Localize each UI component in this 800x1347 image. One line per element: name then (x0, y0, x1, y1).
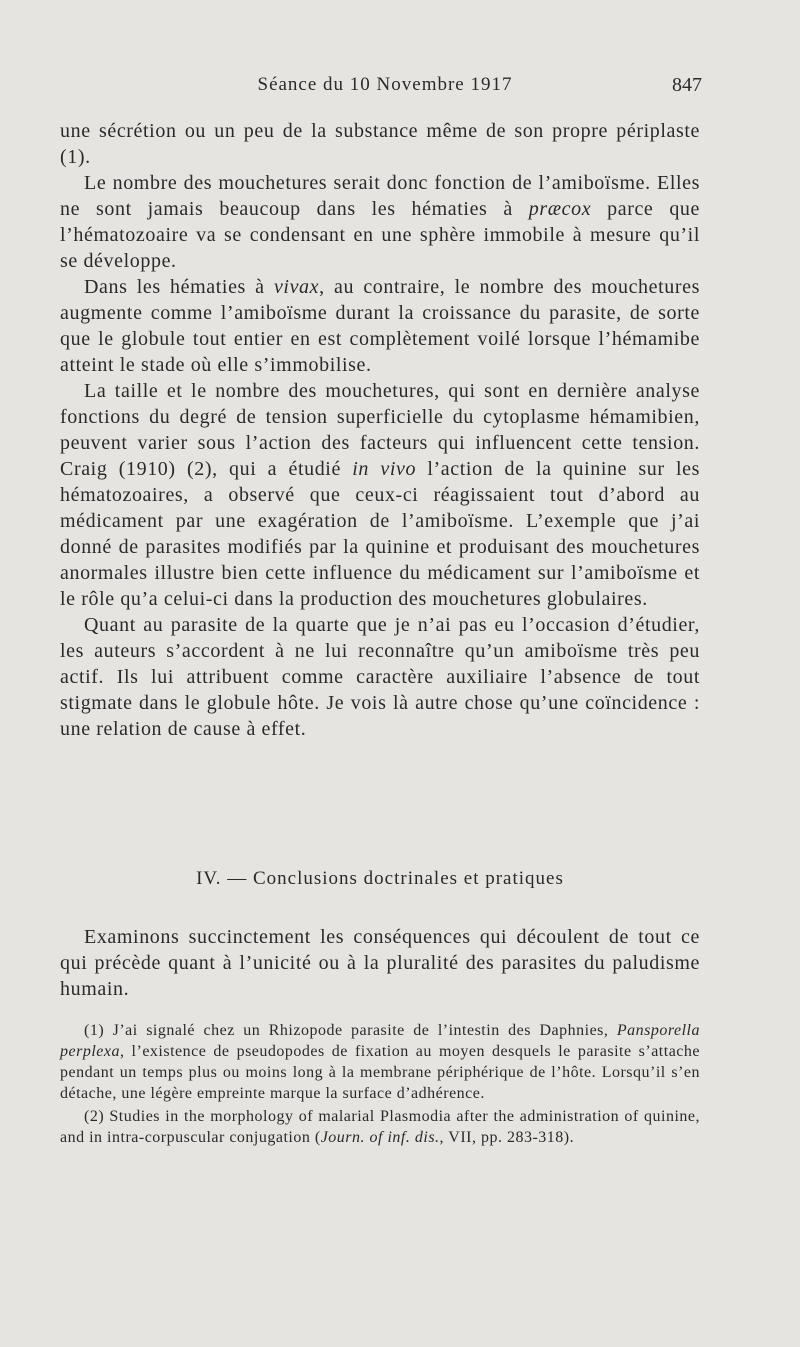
paragraph-2-italic: præcox (528, 198, 592, 220)
running-head (60, 74, 710, 104)
paragraph-4-italic: in vivo (352, 458, 417, 480)
footnote-2-text-a: (2) Studies in the morphology of malarial Plasmodia after the administration of quinine, and in intra-corpuscular conjugation ( (60, 1108, 700, 1146)
footnote-2-text-b: , VII, pp. 283-318). (439, 1129, 575, 1146)
footnote-1-text-b: , l’existence de pseudopodes de fixation au moyen desquels le parasite s’attache pendant un temps plus ou moins long à la membrane périphérique de l’hôte. Lorsqu’il s’en détache, une légère empreinte marque la surface d’adhérence. (60, 1043, 700, 1102)
footnote-1 (60, 1020, 700, 1104)
running-title: Séance du 10 Novembre 1917 (257, 74, 513, 95)
section-heading: IV. — Conclusions doctrinales et pratiques (196, 868, 564, 889)
footnote-2-italic: Journ. of inf. dis. (320, 1129, 440, 1146)
conclusion-text (60, 924, 700, 1002)
footnote-1-text-a: (1) J’ai signalé chez un Rhizopode parasite de l’intestin des Daphnies, (84, 1022, 617, 1039)
paragraph-4 (60, 378, 700, 612)
footnote-2 (60, 1106, 700, 1148)
paragraph-3-italic: vivax (273, 276, 320, 298)
paragraph-1: une sécrétion ou un peu de la substance même de son propre périplaste (1). (60, 120, 700, 168)
paragraph-4-text-a: La taille et le nombre des mouchetures, qui sont en dernière analyse fonctions du degré de tension superficielle du cytoplasme hémamibien, peuvent varier sous l’action des facteurs qui influencent cette tension. Craig (1910) (2), qui a étudié (60, 380, 700, 480)
page-number: 847 (672, 74, 702, 96)
conclusion-paragraph: Examinons succinctement les conséquences qui découlent de tout ce qui précède quant à l’unicité ou à la pluralité des parasites du paludisme humain. (60, 926, 700, 1000)
footnote-1-italic: Pansporella perplexa (60, 1022, 700, 1060)
body-text (60, 118, 700, 742)
paragraph-2 (60, 170, 700, 274)
paragraph-4-text-b: l’action de la quinine sur les hématozoaires, a observé que ceux-ci réagissaient tout d’abord au médicament par une exagération de l’amiboïsme. L’exemple que j’ai donné de parasites modifiés par la quinine et produisant des mouchetures anormales illustre bien cette influence du médicament sur l’amiboïsme et le rôle qu’a celui-ci dans la production des mouchetures globulaires. (60, 458, 700, 610)
footnotes (60, 1020, 700, 1148)
paragraph-3-text-b: , au contraire, le nombre des mouchetures augmente comme l’amiboïsme durant la croissance du parasite, de sorte que le globule tout entier en est complètement voilé lorsque l’hémamibe atteint le stade où elle s’immobilise. (60, 276, 701, 376)
paragraph-3-text-a: Dans les hématies à (84, 276, 274, 298)
paragraph-3 (60, 274, 700, 378)
paragraph-2-text-a: Le nombre des mouchetures serait donc fonction de l’amiboïsme. Elles ne sont jamais beaucoup dans les hématies à (60, 172, 700, 220)
paragraph-2-text-b: parce que l’hématozoaire va se condensant en une sphère immobile à mesure qu’il se développe. (60, 198, 700, 272)
paragraph-5: Quant au parasite de la quarte que je n’ai pas eu l’occasion d’étudier, les auteurs s’accordent à ne lui reconnaître qu’un amiboïsme très peu actif. Ils lui attribuent comme caractère auxiliaire l’absence de tout stigmate dans le globule hôte. Je vois là autre chose qu’une coïncidence : une relation de cause à effet. (60, 614, 700, 740)
